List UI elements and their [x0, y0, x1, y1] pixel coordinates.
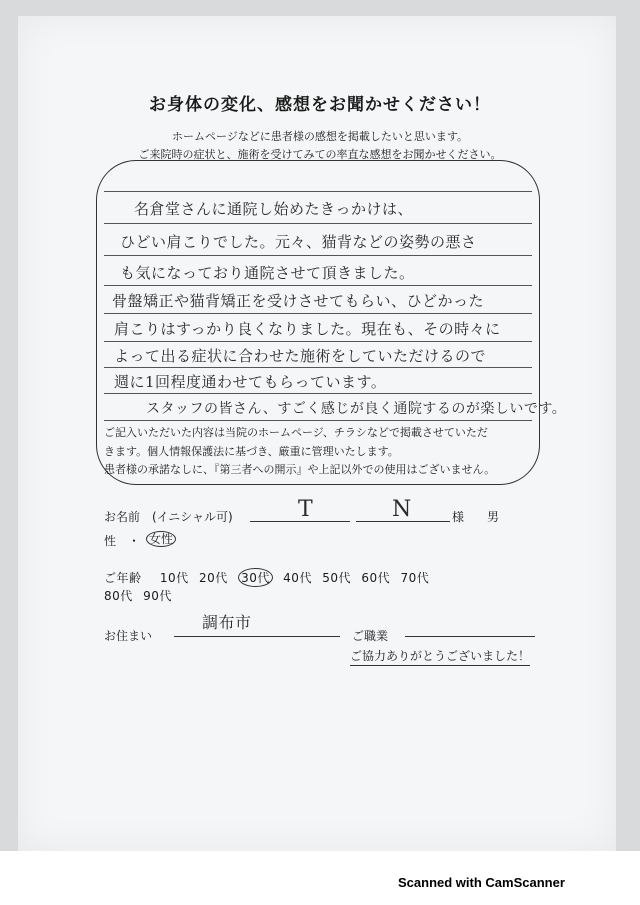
- ruled-line: [104, 420, 532, 421]
- occupation-label: ご職業: [352, 629, 389, 643]
- residence-label: お住まい: [104, 629, 153, 643]
- occupation-underline: [405, 636, 535, 637]
- residence-underline: [174, 636, 340, 637]
- age-row-2: [104, 587, 178, 604]
- gender-label: 性 ・: [104, 534, 141, 548]
- comment-line: ひどい肩こりでした。元々、猫背などの姿勢の悪さ: [120, 233, 477, 251]
- privacy-notice-line-1: ご記入いただいた内容は当院のホームページ、チラシなどで掲載させていただ: [104, 426, 488, 439]
- name-label: お名前 (イニシャル可): [104, 510, 233, 524]
- age-label: ご年齢: [104, 571, 142, 585]
- age-option-30[interactable]: 30代: [238, 568, 273, 587]
- privacy-notice-line-3: 患者様の承諾なしに、『第三者への開示』や上記以外での使用はございません。: [104, 463, 496, 476]
- gender-female-option[interactable]: [146, 530, 176, 547]
- name-underline-second: [356, 521, 450, 522]
- ruled-line: [104, 223, 532, 224]
- age-option-70[interactable]: 70代: [400, 571, 430, 585]
- ruled-line: [104, 191, 532, 192]
- form-intro-line-1: ホームページなどに患者様の感想を掲載したいと思います。: [172, 130, 468, 143]
- comment-line: も気になっており通院させて頂きました。: [120, 264, 415, 282]
- privacy-notice-line-2: きます。個人情報保護法に基づき、厳重に管理いたします。: [104, 445, 399, 458]
- ruled-line: [104, 367, 532, 368]
- residence-value[interactable]: 調布市: [202, 613, 252, 632]
- gender-male-option[interactable]: 男: [487, 510, 500, 524]
- age-option-50[interactable]: 50代: [322, 571, 352, 585]
- ruled-line: [104, 313, 532, 314]
- comment-line: よって出る症状に合わせた施術をしていただけるので: [114, 347, 487, 365]
- ruled-line: [104, 393, 532, 394]
- age-option-80[interactable]: 80代: [104, 589, 133, 603]
- name-initial-first[interactable]: T: [298, 497, 314, 522]
- gender-selected: 女性: [146, 531, 176, 547]
- form-intro-line-2: ご来院時の症状と、施術を受けてみての率直な感想をお聞かせください。: [138, 148, 502, 161]
- name-underline-first: [250, 521, 350, 522]
- age-option-60[interactable]: 60代: [361, 571, 391, 585]
- age-option-20[interactable]: 20代: [198, 571, 228, 585]
- ruled-line: [104, 285, 532, 286]
- age-option-90[interactable]: 90代: [143, 589, 172, 603]
- comment-line: 肩こりはすっかり良くなりました。現在も、その時々に: [114, 320, 501, 338]
- ruled-line: [104, 255, 532, 256]
- name-sama: 様: [452, 510, 465, 524]
- age-option-10[interactable]: 10代: [159, 571, 189, 585]
- age-option-40[interactable]: 40代: [283, 571, 312, 585]
- age-row-1: [104, 568, 435, 587]
- camscanner-watermark: Scanned with CamScanner: [398, 875, 565, 890]
- comment-line: スタッフの皆さん、すごく感じが良く通院するのが楽しいです。: [146, 401, 567, 417]
- form-title: お身体の変化、感想をお聞かせください！: [149, 95, 491, 115]
- thank-you-message: ご協力ありがとうございました！: [350, 647, 530, 666]
- comment-line: 骨盤矯正や猫背矯正を受けさせてもらい、ひどかった: [112, 292, 485, 310]
- name-initial-second[interactable]: N: [392, 497, 412, 522]
- comment-line: 週に1回程度通わせてもらっています。: [114, 373, 387, 391]
- comment-line: 名倉堂さんに通院し始めたきっかけは、: [134, 200, 414, 218]
- ruled-line: [104, 341, 532, 342]
